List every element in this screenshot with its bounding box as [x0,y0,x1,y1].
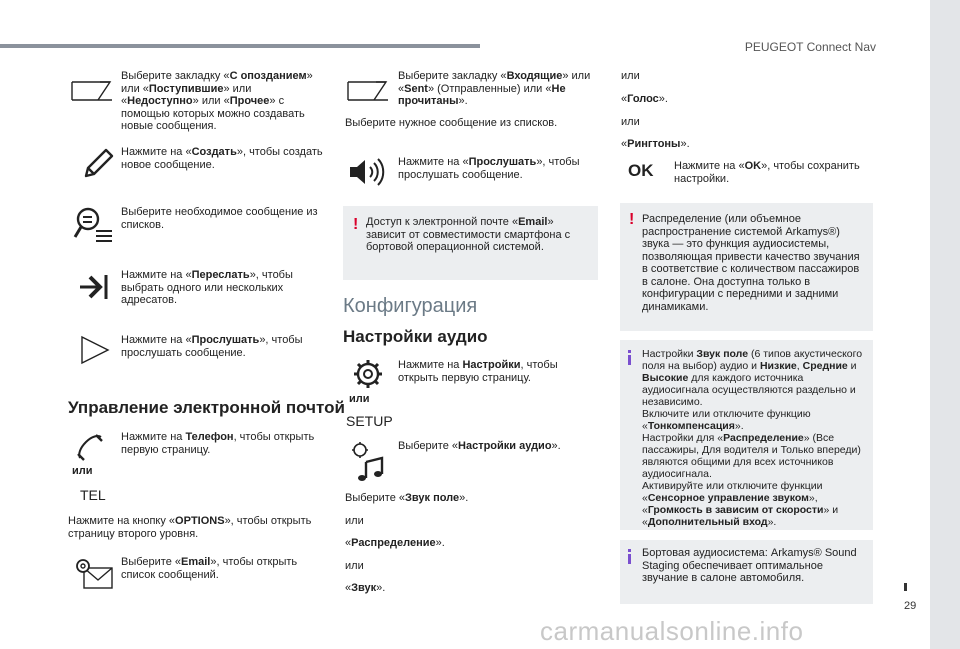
col3-voice-paragraph: «Голос». [621,93,668,105]
page-header-title: PEUGEOT Connect Nav [744,40,876,54]
setup-label: SETUP [346,413,393,429]
col2-sound-paragraph: «Звук». [345,582,386,594]
page-marker [904,583,907,591]
ok-label: OK [628,161,654,180]
col1-item5-text: Нажмите на «Прослушать», чтобы прослушать сообщение. [121,334,303,359]
tab-icon [70,70,114,114]
forward-icon [72,265,116,309]
col3-or-2: или [621,116,640,128]
warning-exclamation-icon: ! [353,216,359,233]
col1-item6-text: Нажмите на Телефон, чтобы открыть первую страницу. [121,431,315,456]
col2-item2-text: Нажмите на «Прослушать», чтобы прослушать сообщение. [398,156,580,181]
section-title: Конфигурация [343,295,478,317]
col2-item4-text: Выберите «Настройки аудио». [398,440,561,452]
col3-info1-text: Настройки Звук поле (6 типов акустического поля на выбор) аудио и Низкие, Средние и Высокие для каждого источника аудиосигнала осуществляются раздельно и независимо. Включите или отключите функцию «Тонкомпенсация». Настройки для «Распределение» (Все пассажиры, Для водителя и Только впереди) являются общими для всех источников аудиосигнала. Активируйте или отключите функции «Сенсорное управление звуком», «Громкость в зависим от скорости» и «Дополнительный вход». [642,348,863,528]
email-envelope-icon [72,552,116,596]
gear-icon [346,352,390,396]
pencil-icon [76,142,120,186]
info-icon [628,355,631,365]
col2-or-1: или [345,515,364,527]
col3-info2-text: Бортовая аудиосистема: Arkamys® Sound Staging обеспечивает оптимальное звучание в салоне автомобиля. [642,547,857,584]
col1-options-paragraph: Нажмите на кнопку «OPTIONS», чтобы открыть страницу второго уровня. [68,515,312,540]
audio-settings-icon [346,440,390,484]
col2-warning-text: Доступ к электронной почте «Email» зависит от совместимости смартфона с бортовой операционной системой. [366,216,571,253]
col2-item3-text: Нажмите на Настройки, чтобы открыть первую страницу. [398,359,558,384]
page-number: 29 [904,600,917,612]
col3-ringtones-paragraph: «Рингтоны». [621,138,690,150]
warning-exclamation-icon-2: ! [629,211,635,228]
play-icon [72,328,116,372]
info-icon-2 [628,554,631,564]
header-rule [0,44,480,48]
col1-item2-text: Нажмите на «Создать», чтобы создать новое сообщение. [121,146,323,171]
watermark: carmanualsonline.info [540,616,804,646]
col2-distribution-paragraph: «Распределение». [345,537,445,549]
col3-warning-text: Распределение (или объемное распространение системой Arkamys®) звука — это функция аудиосистемы, позволяющая привести качество звучания в соответствие с количеством пассажиров в салоне. Она доступна только в конфигурации с передними и задними динамиками. [642,213,860,313]
col2-select-message-paragraph: Выберите нужное сообщение из списков. [345,117,558,129]
col3-or-1: или [621,70,640,82]
tel-label: TEL [80,487,106,503]
col1-item7-text: Выберите «Email», чтобы открыть список сообщений. [121,556,298,581]
tab-icon-2 [346,70,390,114]
col1-or-label: или [72,465,93,477]
page-sidebar [930,0,960,649]
col2-or-label: или [349,393,370,405]
message-list-search-icon [72,203,116,247]
col1-item1-text: Выберите закладку «С опозданием» или «Поступившие» или «Недоступно» или «Прочее» с помощью которых можно создавать новые сообщения. [121,70,313,132]
col1-item4-text: Нажмите на «Переслать», чтобы выбрать одного или нескольких адресатов. [121,269,293,306]
col1-item3-text: Выберите необходимое сообщение из списков. [121,206,318,231]
info-icon-2-dot [628,549,631,552]
col2-item1-text: Выберите закладку «Входящие» или «Sent» (Отправленные) или «Не прочитаны». [398,70,591,107]
audio-settings-heading: Настройки аудио [343,327,488,346]
col3-item1-text: Нажмите на «OK», чтобы сохранить настройки. [674,160,860,185]
phone-icon [68,426,112,470]
speaker-icon [344,150,388,194]
col2-or-2: или [345,560,364,572]
info-icon-dot [628,350,631,353]
email-management-heading: Управление электронной почтой [68,398,345,417]
col2-sound-field-paragraph: Выберите «Звук поле». [345,492,469,504]
